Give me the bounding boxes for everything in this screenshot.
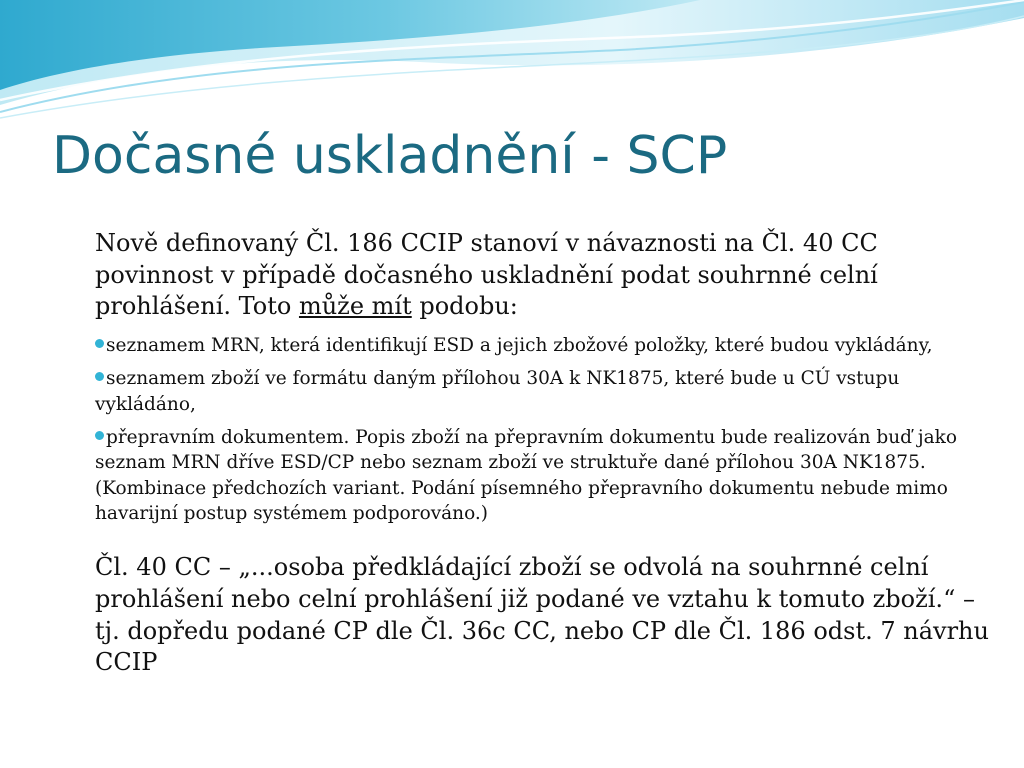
header-wave-decoration bbox=[0, 0, 1024, 130]
closing-paragraph: Čl. 40 CC – „...osoba předkládající zboží se odvolá na souhrnné celní prohlášení nebo celní prohlášení již podané ve vztahu k tomuto zboží.“ – tj. dopředu podané CP dle Čl. 36c CC, nebo CP dle Čl. 186 odst. 7 návrhu CCIP bbox=[95, 553, 989, 677]
bullet-text: přepravním dokumentem. Popis zboží na přepravním dokumentu bude realizován buď jako seznam MRN dříve ESD/CP nebo seznam zboží ve struktuře dané přílohou 30A NK1875. (Kombinace předchozích variant. Podání písemného přepravního dokumentu nebude mimo havarijní postup systémem podporováno.) bbox=[95, 427, 957, 525]
bullet-dot-icon bbox=[95, 339, 104, 348]
intro-text: Nově definovaný Čl. 186 CCIP stanoví v návaznosti na Čl. 40 CC povinnost v případě dočasného uskladnění podat souhrnné celní prohlášení. Toto bbox=[95, 229, 878, 321]
bullet-dot-icon bbox=[95, 372, 104, 381]
bullet-item-mrn bbox=[95, 333, 995, 358]
bullet-item-goods-list bbox=[95, 366, 995, 417]
intro-underlined-text: může mít bbox=[298, 292, 412, 321]
slide-body bbox=[95, 228, 995, 689]
bullet-item-transport-document bbox=[95, 425, 995, 526]
bullet-text: seznamem zboží ve formátu daným přílohou 30A k NK1875, které bude u CÚ vstupu vykládáno, bbox=[95, 368, 900, 415]
intro-text-end: podobu: bbox=[411, 292, 518, 321]
intro-paragraph bbox=[95, 228, 995, 323]
bullet-dot-icon bbox=[95, 431, 104, 440]
slide-title: Dočasné uskladnění - SCP bbox=[52, 126, 728, 186]
bullet-text: seznamem MRN, která identifikují ESD a jejich zbožové položky, které budou vykládány, bbox=[106, 335, 933, 357]
